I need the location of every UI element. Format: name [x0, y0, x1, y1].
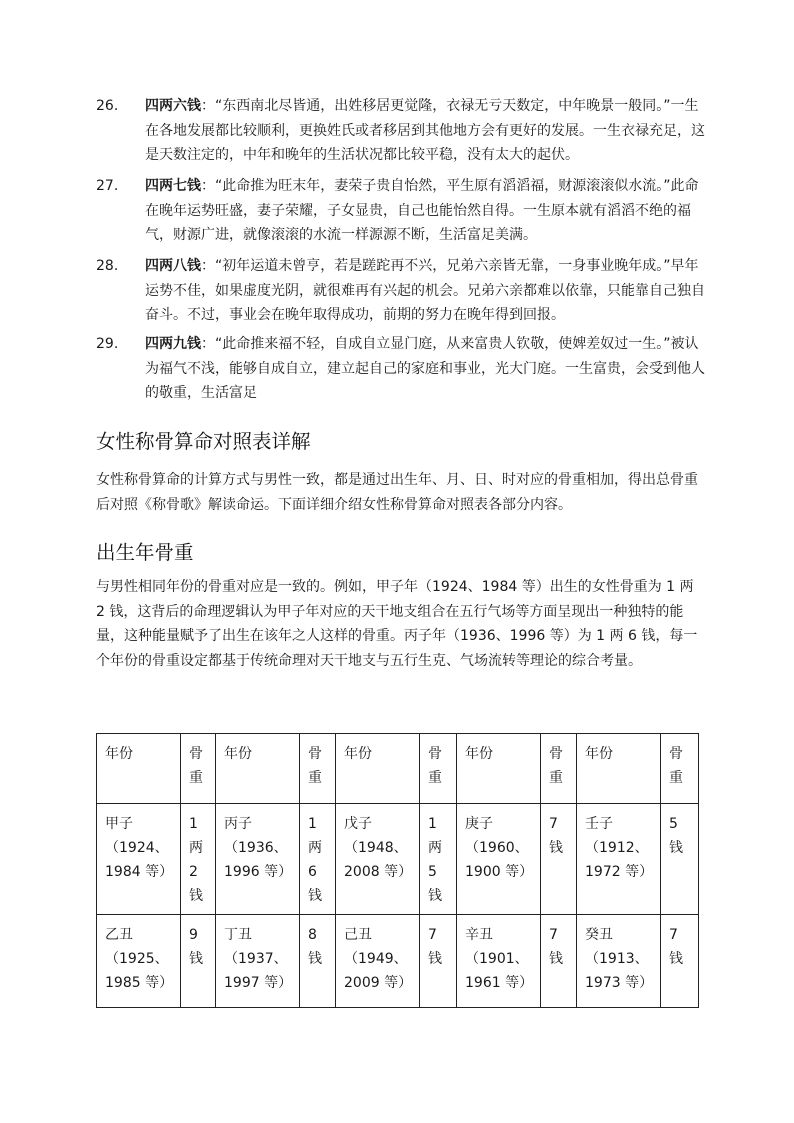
header-year: 年份 — [97, 734, 181, 804]
item-title: 四两九钱 — [145, 336, 201, 352]
year-cell — [336, 915, 420, 1008]
year-name: 癸丑 — [585, 927, 613, 943]
year-name: 辛丑 — [465, 927, 493, 943]
header-year: 年份 — [457, 734, 541, 804]
year-range: （1925、1985 等） — [105, 951, 174, 991]
list-item-28 — [96, 254, 706, 328]
year-range: （1901、1961 等） — [465, 951, 534, 991]
weight-cell: 9 钱 — [181, 915, 216, 1008]
table-header-row — [97, 734, 699, 804]
header-year: 年份 — [216, 734, 300, 804]
header-year: 年份 — [336, 734, 420, 804]
header-weight: 骨重 — [541, 734, 577, 804]
year-name: 壬子 — [585, 816, 613, 832]
weight-cell: 7 钱 — [420, 915, 457, 1008]
table-row — [97, 804, 699, 915]
section-paragraph-birth-year: 与男性相同年份的骨重对应是一致的。例如，甲子年（1924、1984 等）出生的女性骨重为 1 两 2 钱，这背后的命理逻辑认为甲子年对应的天干地支组合在五行气场等方面呈现出一种独特的能量，这种能量赋予了出生在该年之人这样的骨重。丙子年（1936、1996 等）为 1 两 6 钱，每一个年份的骨重设定都基于传统命理对天干地支与五行生克、气场流转等理论的综合考量。 — [96, 579, 698, 669]
item-number: 28. — [96, 258, 119, 274]
year-range: （1937、1997 等） — [224, 951, 293, 991]
year-cell — [336, 804, 420, 915]
year-cell — [577, 915, 661, 1008]
year-cell — [216, 804, 300, 915]
header-weight: 骨重 — [420, 734, 457, 804]
year-cell — [457, 804, 541, 915]
item-body: ：“此命推来福不轻，自成自立显门庭，从来富贵人钦敬，使婢差奴过一生。”被认为福气不浅，能够自成自立，建立起自己的家庭和事业，光大门庭。一生富贵，会受到他人的敬重，生活富足 — [145, 336, 705, 401]
item-number: 29. — [96, 336, 119, 352]
list-item-27 — [96, 174, 706, 248]
year-name: 丁丑 — [224, 927, 252, 943]
item-number: 27. — [96, 178, 119, 194]
item-body: ：“此命推为旺末年，妻荣子贵自怡然，平生原有滔滔福，财源滚滚似水流。”此命在晚年运势旺盛，妻子荣耀，子女显贵，自己也能怡然自得。一生原本就有滔滔不绝的福气，财源广进，就像滚滚的水流一样源源不断，生活富足美满。 — [145, 178, 699, 243]
year-range: （1924、1984 等） — [105, 840, 174, 880]
section-heading-female-bone-table: 女性称骨算命对照表详解 — [96, 430, 311, 453]
section-paragraph-intro: 女性称骨算命的计算方式与男性一致，都是通过出生年、月、日、时对应的骨重相加，得出总骨重后对照《称骨歌》解读命运。下面详细介绍女性称骨算命对照表各部分内容。 — [96, 472, 698, 513]
bone-weight-table — [96, 733, 699, 1008]
section-heading-birth-year: 出生年骨重 — [96, 541, 194, 564]
header-weight: 骨重 — [181, 734, 216, 804]
year-cell — [97, 804, 181, 915]
header-weight: 骨重 — [300, 734, 336, 804]
year-range: （1936、1996 等） — [224, 840, 293, 880]
weight-cell: 8 钱 — [300, 915, 336, 1008]
item-title: 四两八钱 — [145, 258, 201, 274]
table-row — [97, 915, 699, 1008]
year-range: （1912、1972 等） — [585, 840, 654, 880]
year-name: 甲子 — [105, 816, 133, 832]
year-name: 戊子 — [344, 816, 372, 832]
year-cell — [97, 915, 181, 1008]
year-cell — [216, 915, 300, 1008]
year-name: 乙丑 — [105, 927, 133, 943]
weight-cell: 1 两 6 钱 — [300, 804, 336, 915]
year-cell — [457, 915, 541, 1008]
item-body: ：“东西南北尽皆通，出姓移居更觉隆，衣禄无亏天数定，中年晚景一般同。”一生在各地发展都比较顺利，更换姓氏或者移居到其他地方会有更好的发展。一生衣禄充足，这是天数注定的，中年和晚年的生活状况都比较平稳，没有太大的起伏。 — [145, 98, 705, 163]
item-number: 26. — [96, 98, 119, 114]
weight-cell: 5 钱 — [661, 804, 699, 915]
year-name: 庚子 — [465, 816, 493, 832]
weight-cell: 7 钱 — [541, 915, 577, 1008]
year-name: 己丑 — [344, 927, 372, 943]
header-year: 年份 — [577, 734, 661, 804]
weight-cell: 1 两 5 钱 — [420, 804, 457, 915]
year-range: （1949、2009 等） — [344, 951, 413, 991]
header-weight: 骨重 — [661, 734, 699, 804]
item-body: ：“初年运道未曾亨，若是蹉跎再不兴，兄弟六亲皆无靠，一身事业晚年成。”早年运势不佳，如果虚度光阴，就很难再有兴起的机会。兄弟六亲都难以依靠，只能靠自己独自奋斗。不过，事业会在晚年取得成功，前期的努力在晚年得到回报。 — [145, 258, 705, 323]
weight-cell: 7 钱 — [661, 915, 699, 1008]
year-name: 丙子 — [224, 816, 252, 832]
list-item-29 — [96, 332, 706, 406]
year-range: （1960、1900 等） — [465, 840, 534, 880]
weight-cell: 1 两 2 钱 — [181, 804, 216, 915]
item-title: 四两七钱 — [145, 178, 201, 194]
year-range: （1948、2008 等） — [344, 840, 413, 880]
year-range: （1913、1973 等） — [585, 951, 654, 991]
weight-cell: 7 钱 — [541, 804, 577, 915]
year-cell — [577, 804, 661, 915]
list-item-26 — [96, 94, 706, 168]
item-title: 四两六钱 — [145, 98, 201, 114]
